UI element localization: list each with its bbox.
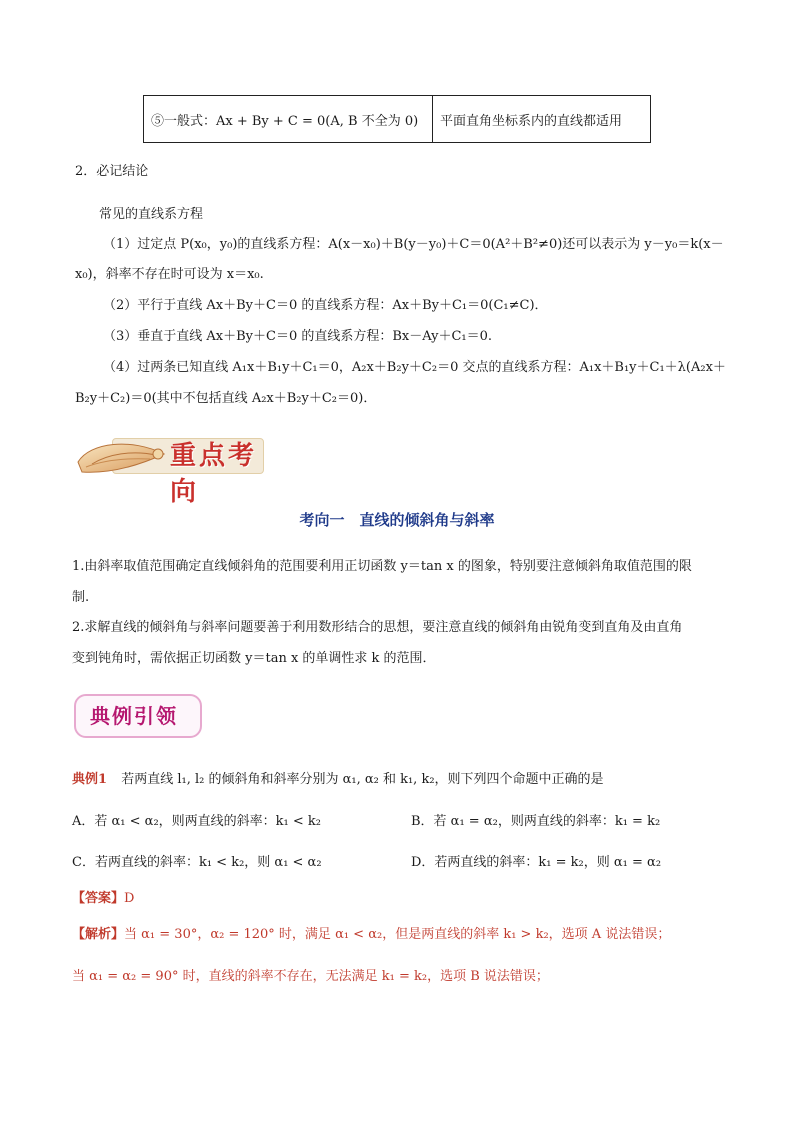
conch-shell-icon	[72, 434, 168, 478]
key-points-banner	[72, 432, 264, 507]
example-banner	[74, 694, 202, 738]
analysis-label: 【解析】	[72, 927, 125, 942]
table-cell-applicability: 平面直角坐标系内的直线都适用	[440, 113, 623, 129]
answer-label: 【答案】	[72, 891, 125, 906]
example-question	[72, 770, 604, 790]
answer-line	[72, 889, 134, 909]
option-c: C．若两直线的斜率：k₁ < k₂，则 α₁ < α₂	[72, 855, 322, 870]
form-table	[143, 95, 651, 143]
topic-paragraph-2-line-2: 变到钝角时，需依据正切函数 y＝tan x 的单调性求 k 的范围．	[72, 651, 436, 666]
topic-paragraph-1-line-1: 1.由斜率取值范围确定直线倾斜角的范围要利用正切函数 y＝tan x 的图象，特别要注意倾斜角取值范围的限	[72, 559, 692, 574]
item-4-line-2: B₂y＋C₂)＝0(其中不包括直线 A₂x＋B₂y＋C₂＝0)．	[75, 391, 377, 406]
answer-value: D	[124, 891, 135, 906]
topic-paragraph-2-line-1: 2.求解直线的倾斜角与斜率问题要善于利用数形结合的思想，要注意直线的倾斜角由锐角变到直角及由直角	[72, 620, 683, 635]
banner-title: 重点考向	[170, 441, 258, 507]
subheading: 常见的直线系方程	[99, 207, 204, 222]
section-heading: 2．必记结论	[75, 164, 149, 179]
analysis-line-1	[72, 925, 670, 945]
item-1-line-1: （1）过定点 P(x₀，y₀)的直线系方程：A(x－x₀)＋B(y－y₀)＋C＝0(A²＋B²≠0)还可以表示为 y－y₀＝k(x－	[103, 237, 724, 252]
item-3: （3）垂直于直线 Ax＋By＋C＝0 的直线系方程：Bx－Ay＋C₁＝0.	[103, 329, 493, 344]
option-a: A．若 α₁ < α₂，则两直线的斜率：k₁ < k₂	[72, 814, 321, 829]
table-cell-general-form: ⑤一般式：Ax + By + C = 0(A, B 不全为 0)	[144, 96, 433, 142]
example-banner-title: 典例引领	[90, 704, 178, 728]
topic-title: 考向一 直线的倾斜角与斜率	[299, 511, 495, 529]
example-question-text: 若两直线 l₁, l₂ 的倾斜角和斜率分别为 α₁, α₂ 和 k₁, k₂，则下列四个命题中正确的是	[121, 772, 604, 787]
item-1-line-2: x₀)，斜率不存在时可设为 x＝x₀.	[75, 267, 264, 282]
example-label: 典例1	[72, 772, 108, 787]
analysis-text-1: 当 α₁ = 30°，α₂ = 120° 时，满足 α₁ < α₂，但是两直线的斜率 k₁ > k₂，选项 A 说法错误；	[124, 927, 671, 942]
analysis-line-2: 当 α₁ = α₂ = 90° 时，直线的斜率不存在，无法满足 k₁ = k₂，选项 B 说法错误；	[72, 969, 549, 984]
topic-paragraph-1-line-2: 制.	[72, 590, 90, 605]
item-4-line-1: （4）过两条已知直线 A₁x＋B₁y＋C₁＝0，A₂x＋B₂y＋C₂＝0 交点的直线系方程：A₁x＋B₁y＋C₁＋λ(A₂x＋	[103, 360, 726, 375]
item-2: （2）平行于直线 Ax＋By＋C＝0 的直线系方程：Ax＋By＋C₁＝0(C₁≠C)．	[103, 298, 548, 313]
option-d: D．若两直线的斜率：k₁ = k₂，则 α₁ = α₂	[411, 855, 662, 870]
option-b: B．若 α₁ = α₂，则两直线的斜率：k₁ = k₂	[411, 814, 661, 829]
